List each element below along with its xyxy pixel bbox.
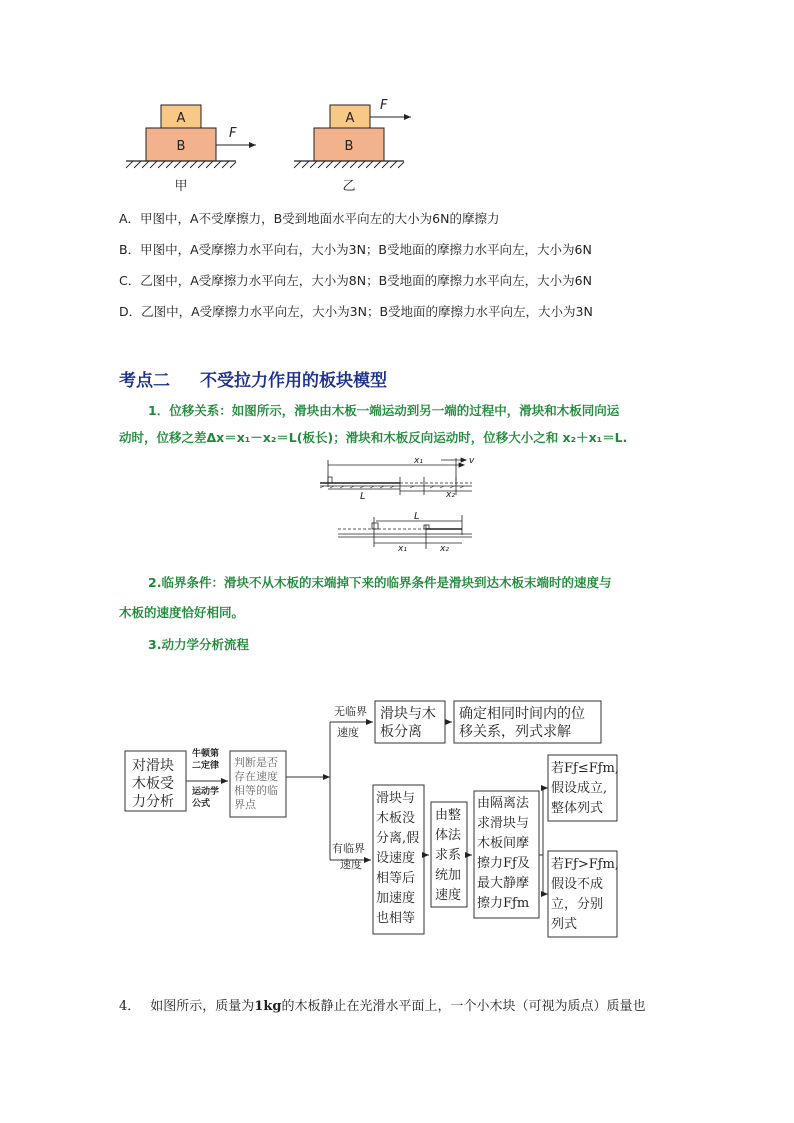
has-critical-label: 速度: [340, 858, 362, 871]
assume-line: 木板没: [376, 811, 416, 826]
point2-line1: 2.临界条件：滑块不从木板的末端掉下来的临界条件是滑块到达木板末端时的速度与: [148, 575, 612, 590]
judge-line: 相等的临: [234, 784, 278, 797]
option-d: D．乙图中，A受摩擦力水平向左，大小为3N；B受地面的摩擦力水平向左，大小为3N: [119, 304, 593, 319]
assume-line: 也相等: [376, 911, 416, 926]
assume-line: 相等后: [376, 871, 416, 886]
case2-line: 假设不成: [551, 877, 604, 892]
block-a-label: A: [176, 111, 186, 126]
label-L-bottom: L: [414, 511, 420, 522]
judge-line: 存在速度: [234, 770, 278, 783]
label-v: v: [469, 456, 475, 466]
has-critical-label: 有临界: [332, 842, 365, 855]
start-line: 对滑块: [132, 758, 174, 774]
whole-line: 统加: [435, 868, 462, 883]
assume-line: 滑块与: [376, 791, 416, 806]
question-number: 4．: [119, 999, 141, 1014]
whole-line: 求系: [435, 848, 462, 863]
arrow-bottom-label: 公式: [192, 799, 211, 809]
question-text-a: 如图所示，质量为: [150, 999, 255, 1014]
isolate-line: 擦力Fƒ及: [477, 856, 530, 871]
case1-line: 假设成立,: [551, 781, 608, 796]
arrow-top-label: 二定律: [192, 761, 220, 771]
no-critical-label: 无临界: [334, 705, 367, 718]
point1-line1: 1．位移关系：如图所示，滑块由木板一端运动到另一端的过程中，滑块和木板同向运: [148, 403, 620, 418]
question-text-b: 的木板静止在光滑水平面上，一个小木块（可视为质点）质量也: [281, 999, 646, 1014]
judge-line: 界点: [234, 798, 256, 811]
whole-line: 由整: [435, 808, 462, 823]
label-x2-bottom: x₂: [440, 544, 449, 551]
arrow-bottom-label: 运动学: [192, 787, 220, 797]
force-label: F: [380, 98, 388, 113]
separate-next-line: 移关系，列式求解: [459, 724, 571, 740]
option-c: C．乙图中，A受摩擦力水平向左，大小为8N；B受地面的摩擦力水平向左，大小为6N: [119, 273, 592, 288]
arrow-top-label: 牛顿第: [192, 749, 220, 759]
option-a: A．甲图中，A不受摩擦力，B受到地面水平向左的大小为6N的摩擦力: [119, 211, 500, 226]
diagram-jia: [126, 105, 256, 194]
assume-line: 加速度: [376, 891, 416, 906]
section-heading: [119, 366, 387, 391]
case2-line: 立，分别: [551, 897, 604, 912]
section-number: 考点二: [119, 371, 170, 391]
label-x1: x₁: [414, 456, 423, 466]
case1-line: 若Fƒ≤Fƒm,: [551, 761, 620, 776]
label-L: L: [360, 491, 366, 502]
label-x2: x₂: [446, 490, 455, 500]
isolate-line: 擦力Fƒm: [477, 896, 530, 911]
question-mass: 1kg: [254, 999, 282, 1014]
isolate-line: 由隔离法: [477, 796, 530, 811]
isolate-line: 求滑块与: [477, 816, 530, 831]
block-b-label: B: [176, 139, 186, 154]
no-critical-label: 速度: [337, 726, 359, 739]
force-label: F: [229, 126, 237, 141]
diagram-yi: [294, 98, 411, 194]
point1-line2: 动时，位移之差Δx＝x₁－x₂＝L(板长)；滑块和木板反向运动时，位移大小之和 x₂＋x₁＝L.: [119, 430, 628, 445]
start-line: 木板受: [132, 776, 174, 792]
caption-yi: 乙: [342, 179, 356, 194]
block-b-label: B: [344, 139, 354, 154]
start-line: 力分析: [132, 794, 174, 810]
section-title: 不受拉力作用的板块模型: [200, 371, 387, 391]
judge-line: 判断是否: [234, 756, 278, 769]
case2-line: 若Fƒ>Fƒm,: [551, 857, 620, 872]
separate-next-line: 确定相同时间内的位: [459, 706, 585, 722]
case1-line: 整体列式: [551, 801, 604, 816]
point2-line2: 木板的速度恰好相同。: [119, 605, 245, 620]
option-b: B．甲图中，A受摩擦力水平向右，大小为3N；B受地面的摩擦力水平向左，大小为6N: [119, 242, 592, 257]
caption-jia: 甲: [174, 179, 188, 194]
separate-line: 滑块与木: [380, 706, 436, 722]
separate-line: 板分离: [380, 724, 422, 740]
label-x1-bottom: x₁: [398, 544, 407, 551]
whole-line: 速度: [435, 888, 462, 903]
whole-line: 体法: [435, 828, 462, 843]
case2-line: 列式: [551, 917, 578, 932]
question-4: [119, 995, 645, 1014]
dynamics-flowchart: [118, 694, 638, 944]
assume-line: 设速度: [376, 851, 416, 866]
point3: 3.动力学分析流程: [148, 637, 249, 652]
isolate-line: 木板间摩: [477, 836, 530, 851]
friction-figure: [118, 95, 418, 197]
block-a-label: A: [345, 111, 355, 126]
displacement-figure: [316, 455, 476, 551]
isolate-line: 最大静摩: [477, 876, 530, 891]
assume-line: 分离,假: [376, 831, 420, 846]
